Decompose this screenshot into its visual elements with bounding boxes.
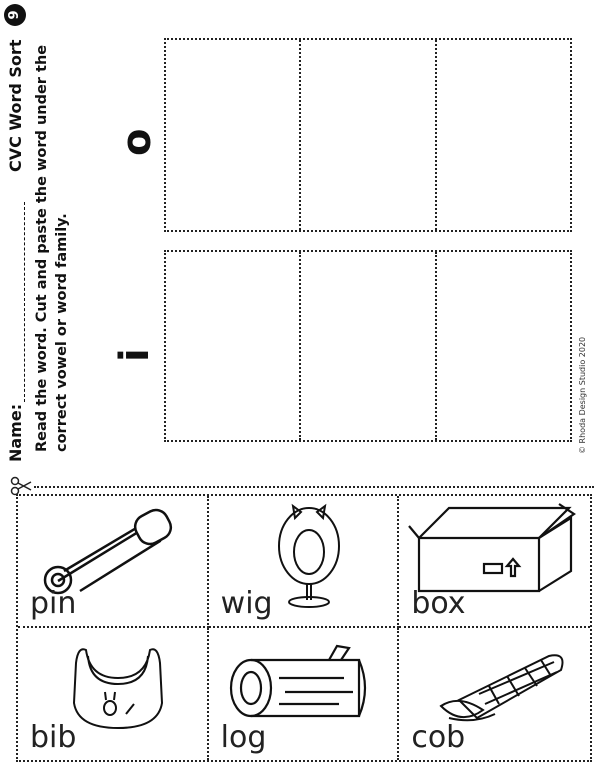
card-word: bib (30, 720, 77, 755)
card-word: cob (411, 720, 466, 755)
page-number: 9 (7, 10, 22, 20)
name-line (10, 202, 25, 402)
name-label: Name: (6, 403, 25, 462)
page-number-badge (4, 4, 26, 26)
word-card[interactable] (18, 496, 209, 628)
word-card[interactable] (399, 496, 590, 628)
word-card[interactable] (18, 628, 209, 760)
drop-box[interactable] (437, 40, 570, 230)
copyright-text: © Rhoda Design Studio 2020 (578, 336, 587, 454)
word-card[interactable] (209, 496, 400, 628)
drop-box[interactable] (301, 40, 436, 230)
word-card[interactable] (209, 628, 400, 760)
card-word: box (411, 586, 466, 621)
instructions-line-1: Read the word. Cut and paste the word under the (34, 44, 50, 452)
sort-row-i (164, 250, 572, 442)
cut-line (34, 486, 594, 488)
word-cards (16, 494, 592, 762)
drop-box[interactable] (301, 252, 436, 440)
scissors-icon (10, 476, 32, 496)
instructions-line-2: correct vowel or word family. (54, 213, 70, 452)
instructions (32, 45, 72, 452)
drop-box[interactable] (437, 252, 570, 440)
worksheet-title: CVC Word Sort (6, 39, 25, 172)
name-field (6, 202, 25, 462)
card-word: wig (220, 586, 273, 621)
sort-row-o (164, 38, 572, 232)
drop-box[interactable] (166, 40, 301, 230)
drop-box[interactable] (166, 252, 301, 440)
sort-heading-o: o (114, 128, 160, 156)
card-word: log (220, 720, 267, 755)
sort-heading-i: i (112, 348, 158, 362)
card-word: pin (30, 586, 77, 621)
word-card[interactable] (399, 628, 590, 760)
